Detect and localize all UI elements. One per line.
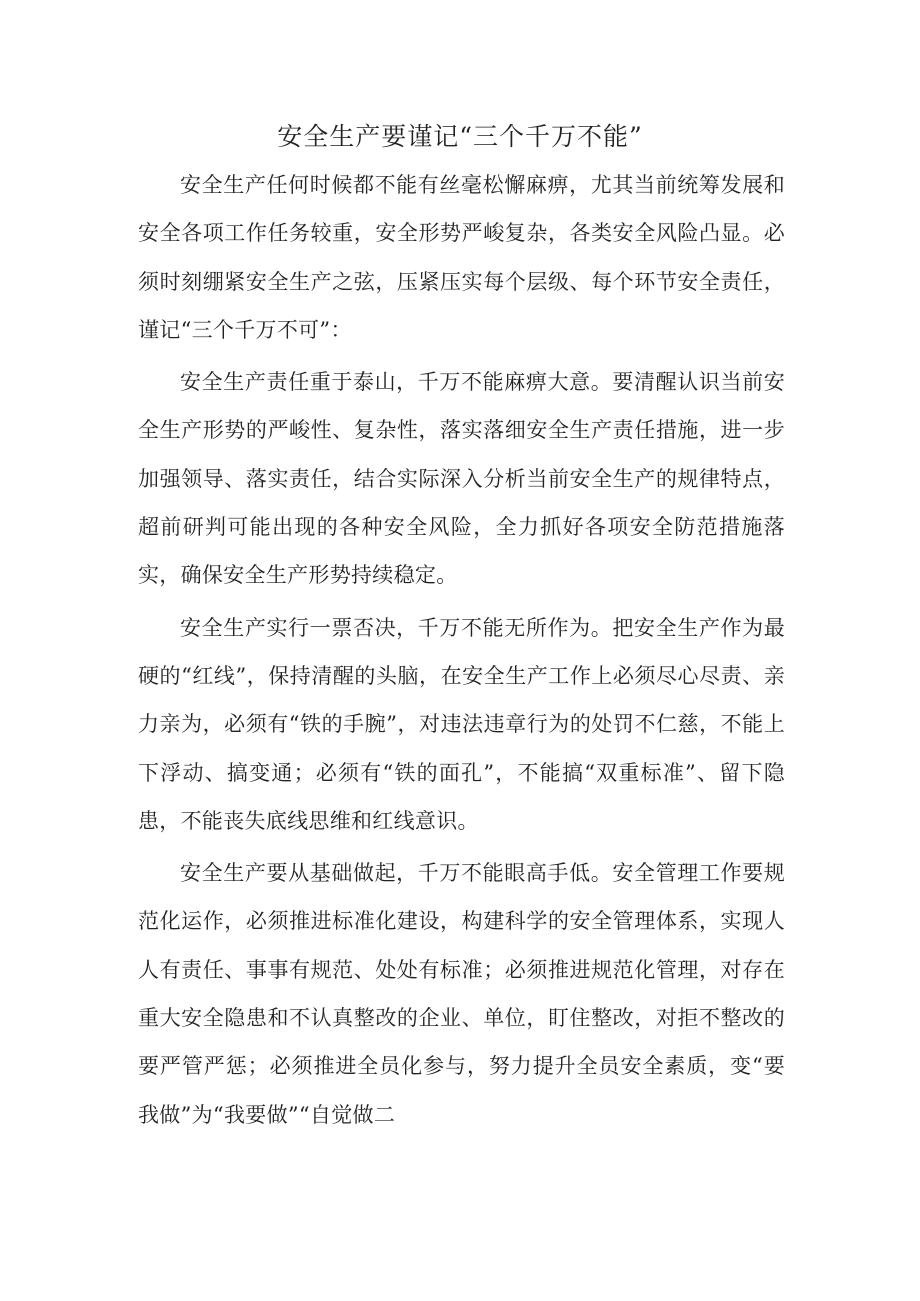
document-body bbox=[138, 161, 785, 1143]
paragraph-foundation: 安全生产要从基础做起，千万不能眼高手低。安全管理工作要规范化运作，必须推进标准化建设，构建科学的安全管理体系，实现人人有责任、事事有规范、处处有标准；必须推进规范化管理，对存在重大安全隐患和不认真整改的企业、单位，盯住整改，对拒不整改的要严管严惩；必须推进全员化参与，努力提升全员安全素质，变“要我做”为“我要做”“自觉做二 bbox=[138, 861, 785, 1127]
paragraph-intro: 安全生产任何时候都不能有丝毫松懈麻痹，尤其当前统筹发展和安全各项工作任务较重，安全形势严峻复杂，各类安全风险凸显。必须时刻绷紧安全生产之弦，压紧压实每个层级、每个环节安全责任，谨记“三个千万不可”： bbox=[138, 173, 785, 342]
paragraph-responsibility: 安全生产责任重于泰山，千万不能麻痹大意。要清醒认识当前安全生产形势的严峻性、复杂性，落实落细安全生产责任措施，进一步加强领导、落实责任，结合实际深入分析当前安全生产的规律特点，超前研判可能出现的各种安全风险，全力抓好各项安全防范措施落实，确保安全生产形势持续稳定。 bbox=[138, 370, 785, 588]
paragraph-veto: 安全生产实行一票否决，千万不能无所作为。把安全生产作为最硬的“红线”，保持清醒的头脑，在安全生产工作上必须尽心尽责、亲力亲为，必须有“铁的手腕”，对违法违章行为的处罚不仁慈，不能上下浮动、搞变通；必须有“铁的面孔”，不能搞“双重标准”、留下隐患，不能丧失底线思维和红线意识。 bbox=[138, 615, 785, 833]
document-title: 安全生产要谨记“三个千万不能” bbox=[277, 122, 643, 151]
